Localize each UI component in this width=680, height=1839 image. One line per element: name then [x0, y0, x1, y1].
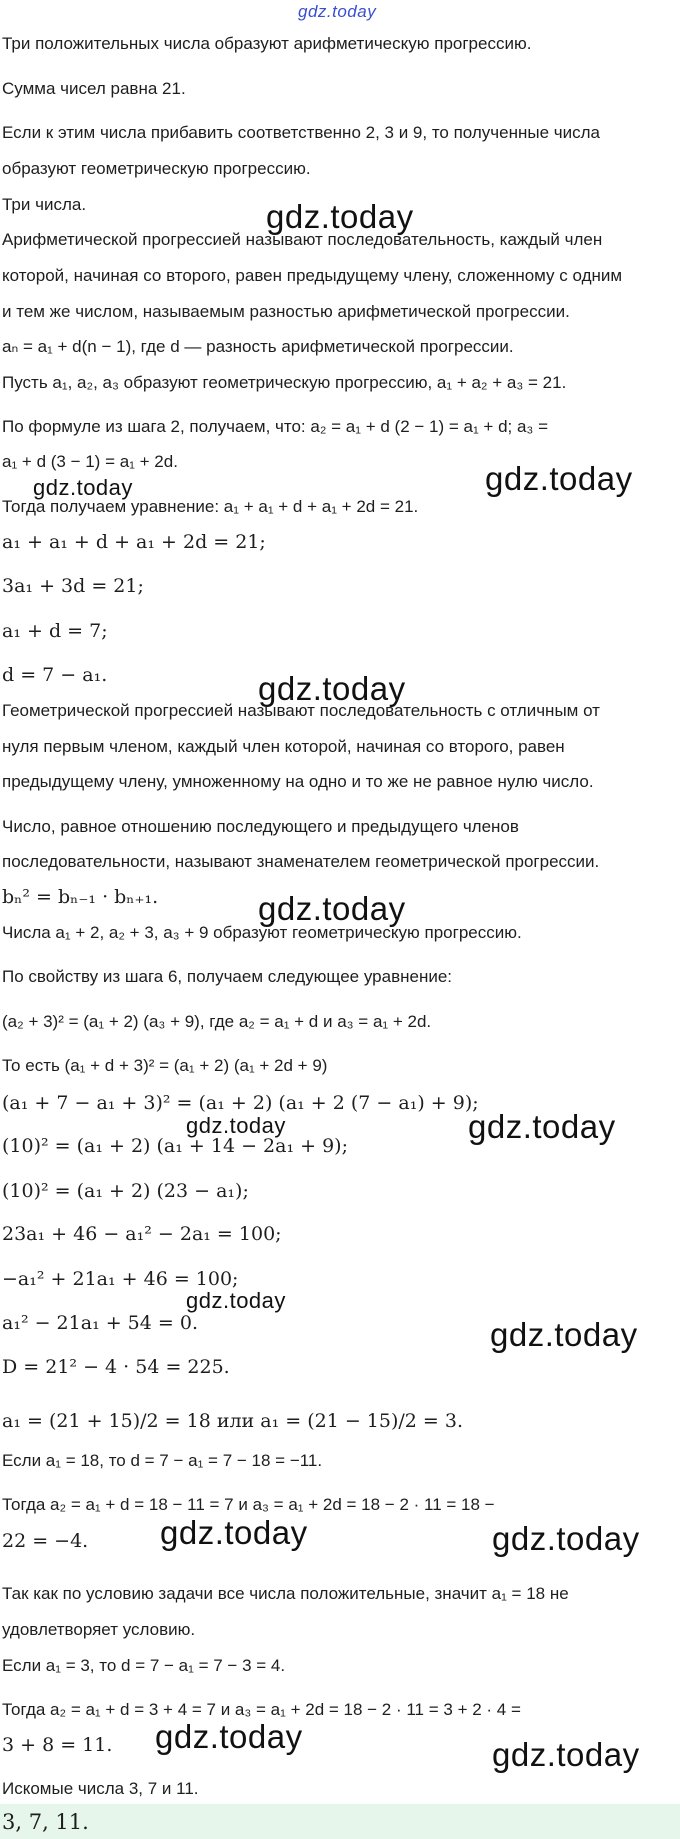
text-line: По свойству из шага 6, получаем следующее уравнение: — [2, 967, 453, 986]
text-line: образуют геометрическую прогрессию. — [2, 159, 311, 178]
equation: −a₁² + 21a₁ + 46 = 100; — [2, 1268, 239, 1290]
equation: D = 21² − 4 · 54 = 225. — [2, 1356, 230, 1378]
equation: d = 7 − a₁. — [2, 664, 108, 686]
watermark: gdz.today — [33, 475, 133, 500]
equation: (a₁ + 7 − a₁ + 3)² = (a₁ + 2) (a₁ + 2 (7 − a₁) + 9); — [2, 1092, 479, 1114]
text-line: Геометрической прогрессией называют последовательность с отличным от — [2, 701, 600, 720]
watermark: gdz.today — [468, 1108, 616, 1145]
formula-line: a₁ + d (3 − 1) = a₁ + 2d. — [2, 452, 178, 471]
text-line: Арифметической прогрессией называют последовательность, каждый член — [2, 230, 603, 249]
text-line: Если к этим числа прибавить соответственно 2, 3 и 9, то полученные числа — [2, 123, 601, 142]
equation: a₁² − 21a₁ + 54 = 0. — [2, 1312, 198, 1334]
equation: 3a₁ + 3d = 21; — [2, 575, 144, 597]
watermark: gdz.today — [258, 890, 406, 927]
answer-text: 3, 7, 11. — [2, 1810, 89, 1834]
equation: 3 + 8 = 11. — [2, 1734, 113, 1756]
text-line: предыдущему члену, умноженному на одно и то же не равное нулю число. — [2, 772, 594, 791]
formula-line: (a₂ + 3)² = (a₁ + 2) (a₃ + 9), где a₂ = a₁ + d и a₃ = a₁ + 2d. — [2, 1012, 432, 1031]
text-line: удовлетворяет условию. — [2, 1620, 196, 1639]
watermark: gdz.today — [258, 670, 406, 707]
watermark: gdz.today — [492, 1520, 640, 1557]
text-line: которой, начиная со второго, равен предыдущему члену, сложенному с одним — [2, 266, 623, 285]
equation: a₁ + a₁ + d + a₁ + 2d = 21; — [2, 531, 266, 553]
equation: (10)² = (a₁ + 2) (a₁ + 14 − 2a₁ + 9); — [2, 1135, 348, 1157]
formula-line: Тогда a₂ = a₁ + d = 18 − 11 = 7 и a₃ = a₁ + 2d = 18 − 2 · 11 = 18 − — [2, 1495, 495, 1514]
text-line: и тем же числом, называемым разностью арифметической прогрессии. — [2, 302, 570, 321]
formula-line: То есть (a₁ + d + 3)² = (a₁ + 2) (a₁ + 2d + 9) — [2, 1056, 328, 1075]
equation: a₁ = (21 + 15)/2 = 18 или a₁ = (21 − 15)/2 = 3. — [2, 1410, 464, 1432]
watermark: gdz.today — [186, 1113, 286, 1138]
text-line: Три числа. — [2, 195, 87, 214]
watermark-top: gdz.today — [298, 2, 377, 21]
watermark: gdz.today — [492, 1736, 640, 1773]
watermark: gdz.today — [186, 1288, 286, 1313]
equation: 22 = −4. — [2, 1530, 89, 1552]
watermark: gdz.today — [155, 1718, 303, 1755]
formula-line: Тогда получаем уравнение: a₁ + a₁ + d + a₁ + 2d = 21. — [2, 497, 419, 516]
equation: a₁ + d = 7; — [2, 620, 108, 642]
text-line: нуля первым членом, каждый член которой, начиная со второго, равен — [2, 737, 565, 756]
formula-line: Пусть a₁, a₂, a₃ образуют геометрическую прогрессию, a₁ + a₂ + a₃ = 21. — [2, 373, 567, 392]
watermark: gdz.today — [266, 198, 414, 235]
formula-line: По формуле из шага 2, получаем, что: a₂ = a₁ + d (2 − 1) = a₁ + d; a₃ = — [2, 417, 549, 436]
answer-box — [0, 1804, 680, 1839]
formula-line: Тогда a₂ = a₁ + d = 3 + 4 = 7 и a₃ = a₁ + 2d = 18 − 2 · 11 = 3 + 2 · 4 = — [2, 1700, 521, 1719]
watermark: gdz.today — [485, 460, 633, 497]
conclusion-line: Искомые числа 3, 7 и 11. — [2, 1779, 199, 1798]
text-line: последовательности, называют знаменателем геометрической прогрессии. — [2, 852, 600, 871]
text-line: Число, равное отношению последующего и предыдущего членов — [2, 817, 519, 836]
formula-line: aₙ = a₁ + d(n − 1), где d — разность арифметической прогрессии. — [2, 337, 514, 356]
formula-line: Числа a₁ + 2, a₂ + 3, a₃ + 9 образуют геометрическую прогрессию. — [2, 923, 522, 942]
text-line: Три положительных числа образуют арифметическую прогрессию. — [2, 34, 532, 53]
equation: (10)² = (a₁ + 2) (23 − a₁); — [2, 1180, 249, 1202]
text-line: Так как по условию задачи все числа положительные, значит a₁ = 18 не — [2, 1584, 569, 1603]
formula-line: Если a₁ = 18, то d = 7 − a₁ = 7 − 18 = −11. — [2, 1451, 323, 1470]
equation: 23a₁ + 46 − a₁² − 2a₁ = 100; — [2, 1223, 282, 1245]
text-line: Сумма чисел равна 21. — [2, 79, 186, 98]
equation: bₙ² = bₙ₋₁ · bₙ₊₁. — [2, 886, 159, 908]
formula-line: Если a₁ = 3, то d = 7 − a₁ = 7 − 3 = 4. — [2, 1656, 286, 1675]
watermark: gdz.today — [160, 1514, 308, 1551]
watermark: gdz.today — [490, 1316, 638, 1353]
